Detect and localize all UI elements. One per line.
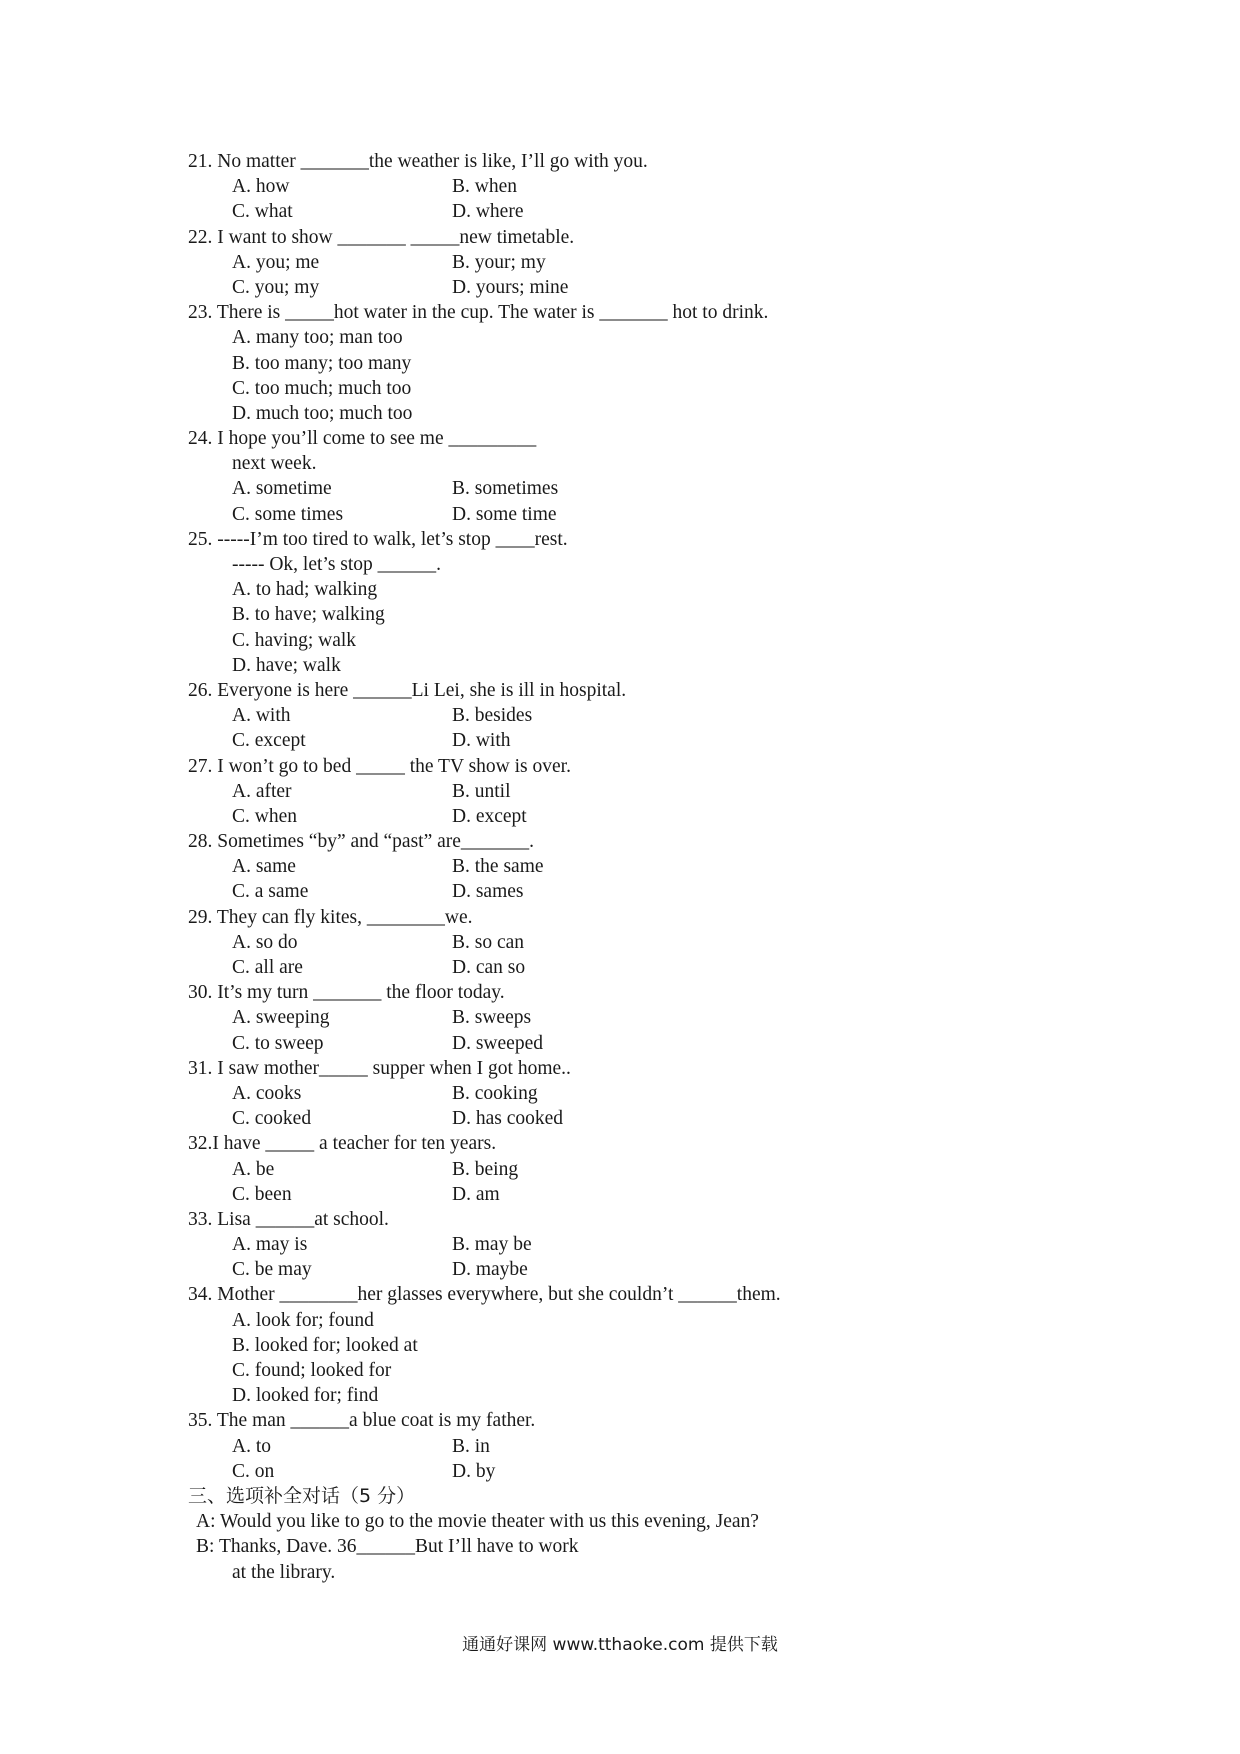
- option-row: [188, 1257, 1088, 1282]
- option-choice: B. sometimes: [452, 478, 559, 500]
- option-row: [188, 325, 1088, 350]
- option-choice: D. has cooked: [452, 1108, 564, 1130]
- option-row: [188, 804, 1088, 829]
- option-row: [188, 779, 1088, 804]
- option-choice: B. cooking: [452, 1082, 538, 1104]
- option-row: [188, 1232, 1088, 1257]
- option-row: [188, 199, 1088, 224]
- dialogue-line-continued: at the library.: [232, 1561, 336, 1583]
- option-row: [188, 476, 1088, 501]
- question-stem: 21. No matter _______the weather is like, I’ll go with you.: [188, 151, 648, 172]
- question-stem: 31. I saw mother_____ supper when I got home..: [188, 1057, 571, 1079]
- option-choice: C. a same: [232, 881, 309, 903]
- question-stem: 22. I want to show _______ _____new timetable.: [188, 226, 575, 248]
- option-choice: D. can so: [452, 957, 526, 978]
- option-choice: A. sometime: [232, 478, 332, 500]
- option-row: [188, 1383, 1088, 1408]
- option-choice: B. the same: [452, 856, 544, 878]
- question-stem: 33. Lisa ______at school.: [188, 1208, 389, 1230]
- option-row: [188, 628, 1088, 653]
- option-row: [188, 1106, 1088, 1131]
- option-row: [188, 854, 1088, 879]
- option-row: [188, 653, 1088, 678]
- option-row: [188, 1434, 1088, 1459]
- option-choice: D. maybe: [452, 1259, 528, 1281]
- option-choice: D. with: [452, 730, 511, 752]
- option-choice: A. be: [232, 1158, 275, 1180]
- option-row: [188, 1308, 1088, 1333]
- option-choice: D. looked for; find: [232, 1385, 379, 1407]
- question-stem: 23. There is _____hot water in the cup. The water is _______ hot to drink.: [188, 302, 769, 324]
- option-choice: B. until: [452, 780, 511, 802]
- question-stem: 28. Sometimes “by” and “past” are_______.: [188, 831, 535, 853]
- option-row: [188, 351, 1088, 376]
- option-choice: A. same: [232, 856, 296, 878]
- option-choice: C. been: [232, 1183, 292, 1205]
- option-choice: A. with: [232, 705, 291, 727]
- option-row: [188, 250, 1088, 275]
- question-stem: 29. They can fly kites, ________we.: [188, 906, 473, 928]
- option-row: [188, 879, 1088, 904]
- dialogue-line: B: Thanks, Dave. 36______But I’ll have to work: [196, 1536, 579, 1558]
- option-choice: A. look for; found: [232, 1309, 374, 1331]
- question-stem: 27. I won’t go to bed _____ the TV show is over.: [188, 755, 571, 777]
- option-row: [188, 502, 1088, 527]
- option-choice: D. sames: [452, 881, 524, 903]
- option-row: [188, 1358, 1088, 1383]
- option-row: [188, 703, 1088, 728]
- option-choice: B. too many; too many: [232, 352, 412, 374]
- option-choice: D. yours; mine: [452, 276, 569, 298]
- option-choice: A. you; me: [232, 251, 320, 273]
- option-choice: C. having; walk: [232, 629, 357, 651]
- option-row: [188, 1182, 1088, 1207]
- option-row: [188, 1005, 1088, 1030]
- option-choice: A. many too; man too: [232, 327, 403, 349]
- question-stem: 24. I hope you’ll come to see me _________: [188, 428, 537, 450]
- option-row: [188, 1031, 1088, 1056]
- question-stem: 32.I have _____ a teacher for ten years.: [188, 1133, 497, 1155]
- option-choice: C. to sweep: [232, 1032, 324, 1054]
- option-row: [188, 1459, 1088, 1484]
- option-row: [188, 275, 1088, 300]
- option-choice: C. cooked: [232, 1108, 312, 1130]
- option-choice: B. so can: [452, 931, 525, 953]
- option-choice: B. in: [452, 1435, 490, 1457]
- option-choice: A. cooks: [232, 1082, 302, 1104]
- option-choice: B. sweeps: [452, 1007, 532, 1029]
- option-row: [188, 401, 1088, 426]
- option-choice: B. being: [452, 1158, 519, 1180]
- option-choice: B. may be: [452, 1234, 532, 1256]
- option-choice: A. how: [232, 176, 290, 198]
- option-choice: A. sweeping: [232, 1007, 330, 1029]
- option-choice: C. what: [232, 201, 293, 223]
- option-choice: C. some times: [232, 503, 344, 525]
- option-choice: D. am: [452, 1183, 500, 1205]
- question-stem: 34. Mother ________her glasses everywhere, but she couldn’t ______them.: [188, 1284, 781, 1306]
- option-row: [188, 1157, 1088, 1182]
- option-choice: C. when: [232, 805, 297, 827]
- option-choice: B. when: [452, 176, 517, 198]
- option-row: [188, 728, 1088, 753]
- option-choice: C. all are: [232, 957, 303, 978]
- option-choice: A. to: [232, 1435, 271, 1457]
- option-row: [188, 577, 1088, 602]
- question-stem: 30. It’s my turn _______ the floor today.: [188, 982, 505, 1004]
- option-choice: C. found; looked for: [232, 1360, 392, 1381]
- option-choice: C. you; my: [232, 276, 320, 298]
- option-row: [188, 930, 1088, 955]
- option-row: [188, 174, 1088, 199]
- dialogue-line: A: Would you like to go to the movie theater with us this evening, Jean?: [196, 1511, 759, 1533]
- option-row: [188, 1081, 1088, 1106]
- option-choice: C. too much; much too: [232, 377, 412, 399]
- option-choice: C. be may: [232, 1259, 312, 1281]
- option-choice: A. so do: [232, 931, 298, 953]
- option-choice: D. much too; much too: [232, 402, 413, 424]
- option-choice: D. have; walk: [232, 654, 341, 676]
- option-choice: A. to had; walking: [232, 579, 378, 601]
- section-title: 三、选项补全对话（5 分）: [188, 1484, 416, 1507]
- option-choice: B. to have; walking: [232, 604, 385, 626]
- option-row: [188, 602, 1088, 627]
- option-row: [188, 955, 1088, 980]
- question-stem: 35. The man ______a blue coat is my father.: [188, 1410, 536, 1432]
- option-choice: D. where: [452, 201, 524, 223]
- option-choice: A. may is: [232, 1234, 308, 1256]
- option-choice: D. some time: [452, 503, 557, 525]
- option-row: [188, 1333, 1088, 1358]
- question-stem: 25. -----I’m too tired to walk, let’s stop ____rest.: [188, 528, 568, 550]
- question-stem: 26. Everyone is here ______Li Lei, she is ill in hospital.: [188, 679, 627, 701]
- option-choice: D. sweeped: [452, 1032, 543, 1054]
- option-choice: D. by: [452, 1460, 496, 1482]
- option-choice: D. except: [452, 805, 527, 827]
- option-choice: B. your; my: [452, 251, 546, 273]
- option-choice: C. on: [232, 1460, 275, 1482]
- question-stem-continued: next week.: [232, 453, 317, 475]
- option-choice: B. besides: [452, 705, 533, 727]
- exam-content: [188, 149, 1088, 1585]
- option-choice: C. except: [232, 730, 306, 752]
- question-stem-continued: ----- Ok, let’s stop ______.: [232, 554, 442, 575]
- footer-credit: 通通好课网 www.tthaoke.com 提供下载: [462, 1635, 778, 1655]
- option-choice: B. looked for; looked at: [232, 1334, 418, 1356]
- option-row: [188, 376, 1088, 401]
- option-choice: A. after: [232, 780, 292, 802]
